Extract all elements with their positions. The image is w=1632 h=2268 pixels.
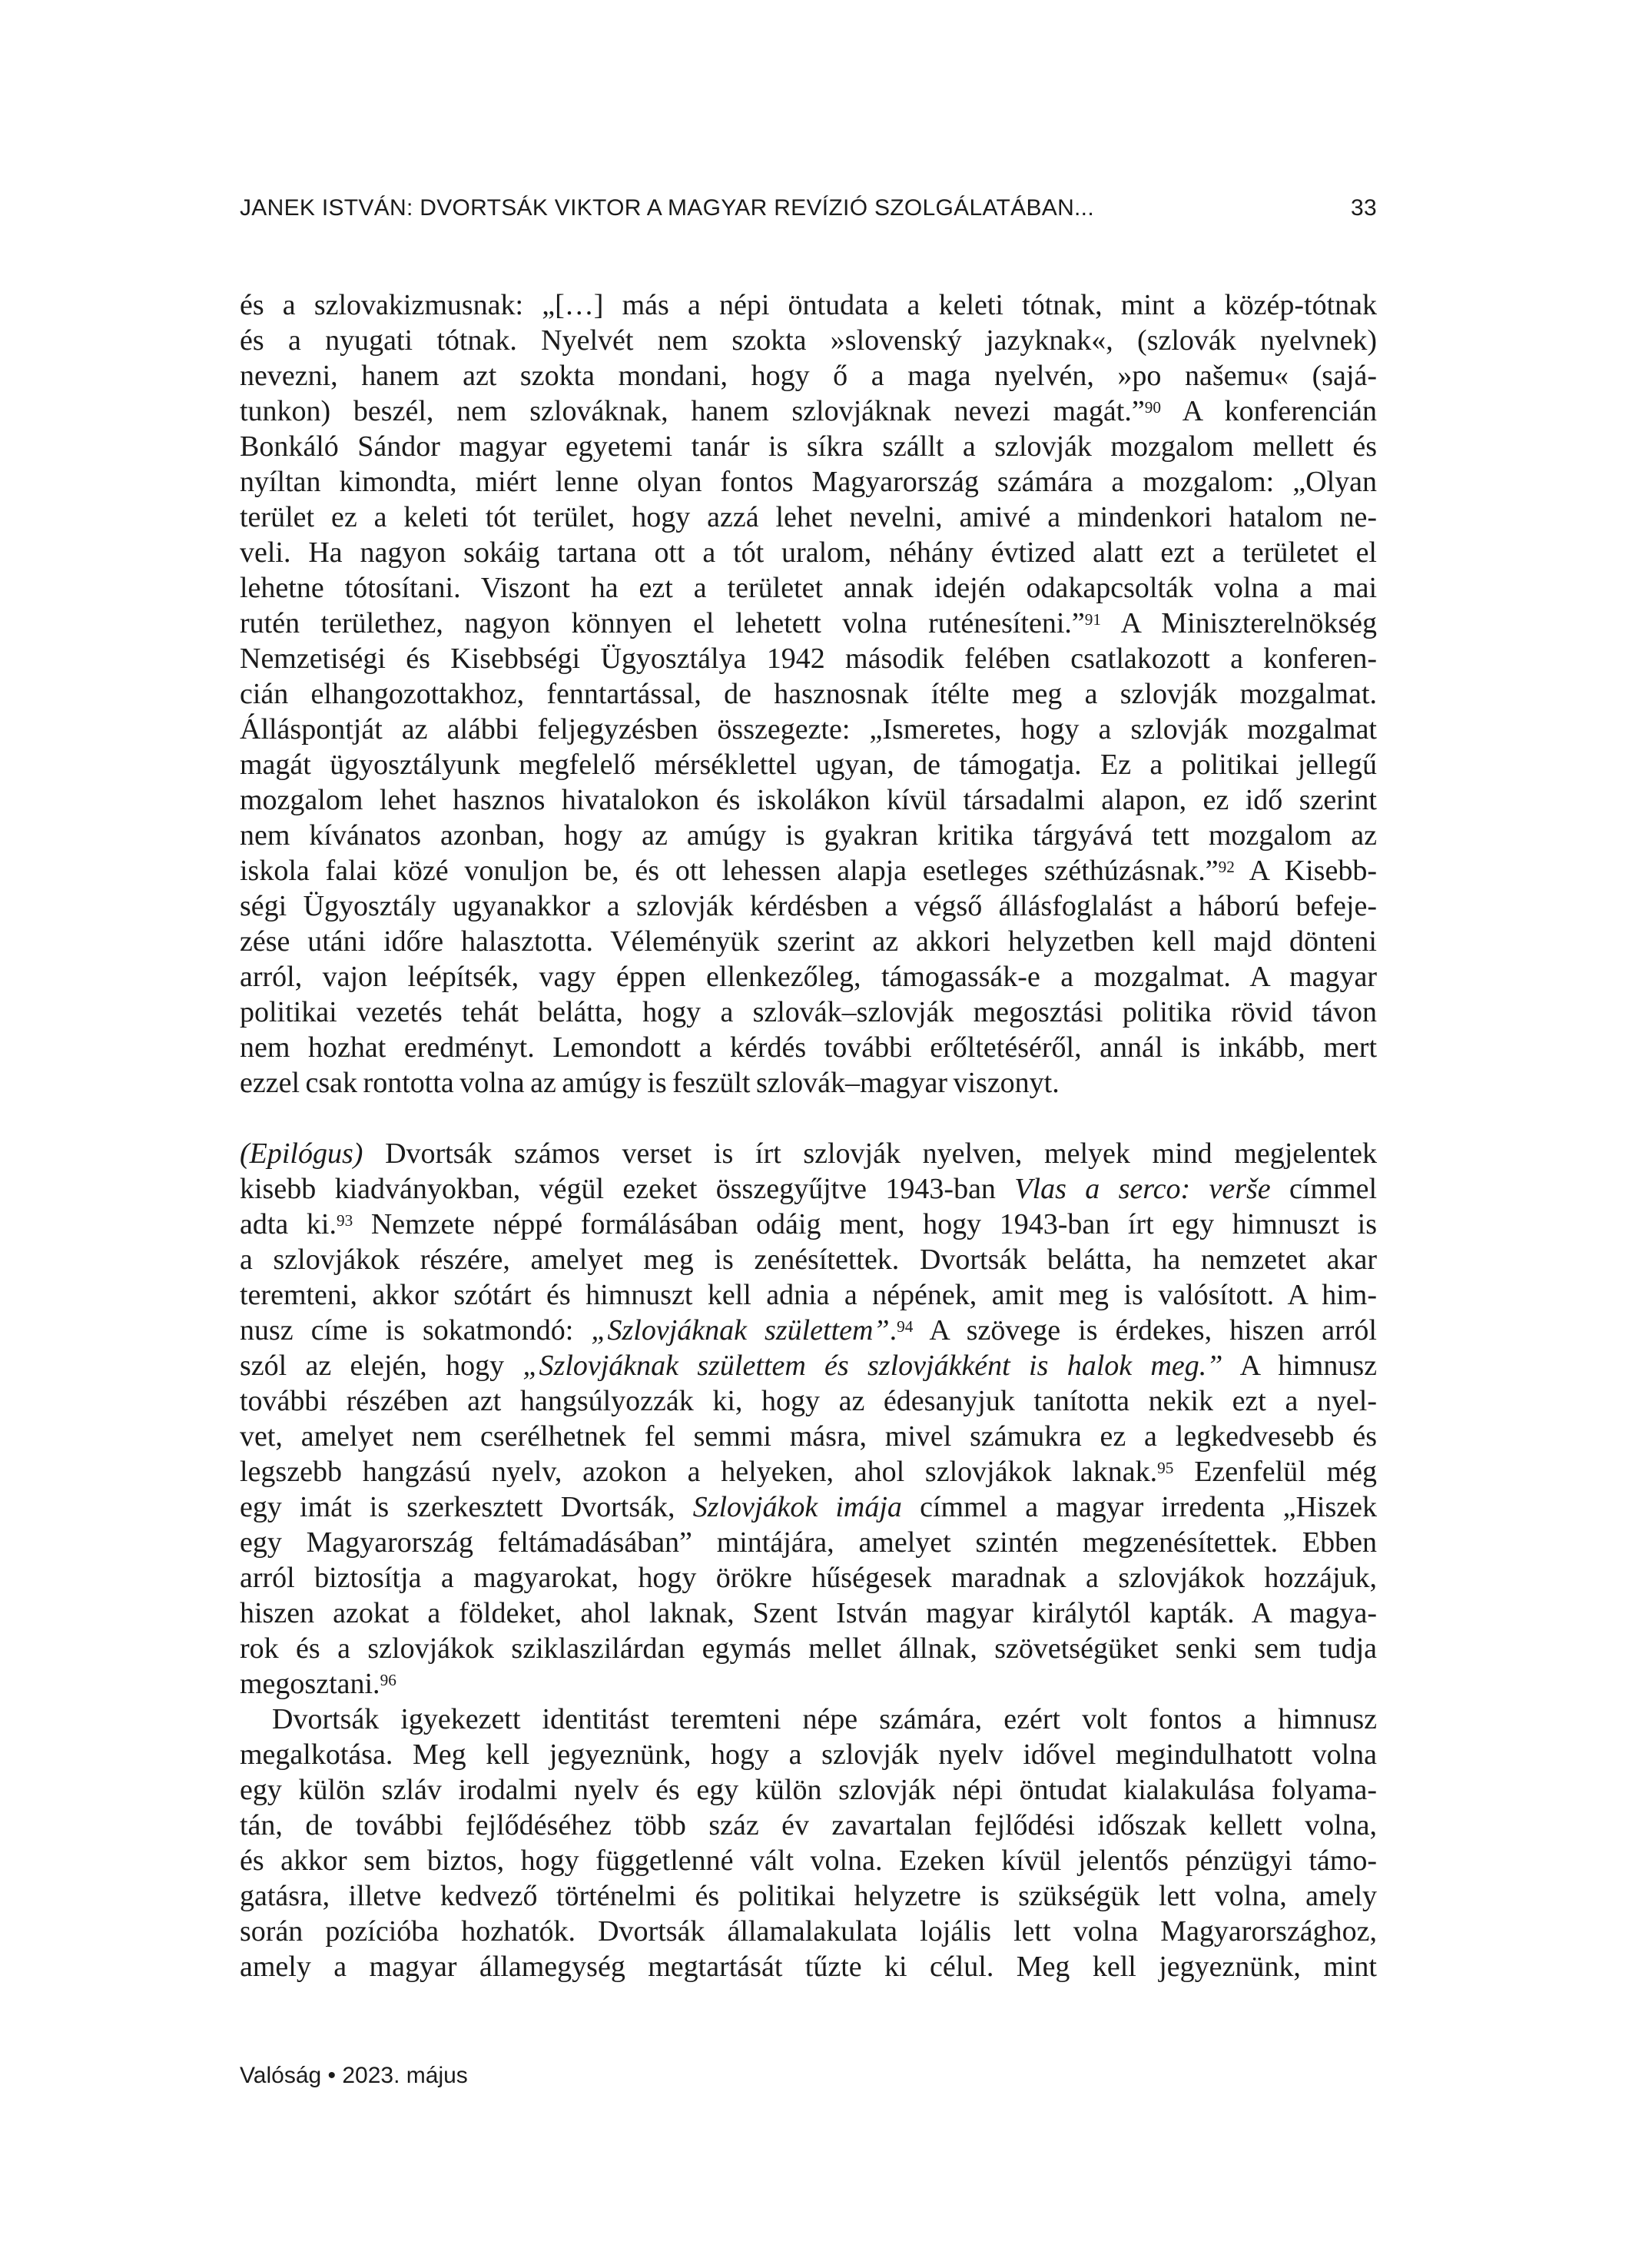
text-segment: ségi Ügyosztály ugyanakkor a szlovják kérdésben a végső állásfoglalást a háború befeje- bbox=[240, 890, 1377, 922]
text-segment: . bbox=[889, 1314, 897, 1347]
text-line bbox=[240, 1489, 1377, 1525]
text-line bbox=[240, 1631, 1377, 1666]
footer-text: Valóság • 2023. május bbox=[240, 2063, 468, 2088]
text-line bbox=[240, 1702, 1377, 1737]
text-line bbox=[240, 1313, 1377, 1348]
text-line bbox=[240, 1277, 1377, 1313]
text-segment: Álláspontját az alábbi feljegyzésben összegezte: „Ismeretes, hogy a szlovják mozgalmat bbox=[240, 713, 1377, 745]
text-segment: tán, de további fejlődéséhez több száz év zavartalan fejlődési időszak kellett volna, bbox=[240, 1809, 1377, 1841]
text-line bbox=[240, 1242, 1377, 1277]
text-segment: nem hozhat eredményt. Lemondott a kérdés további erőltetéséről, annál is inkább, mert bbox=[240, 1031, 1377, 1064]
text-line bbox=[240, 712, 1377, 747]
text-line bbox=[240, 464, 1377, 500]
footnote-ref: 91 bbox=[1084, 609, 1102, 629]
footnote-ref: 96 bbox=[380, 1670, 396, 1689]
text-line bbox=[240, 287, 1377, 323]
text-segment: „Szlovjáknak születtem és szlovjákként is halok meg.” bbox=[522, 1350, 1223, 1382]
text-segment: legszebb hangzású nyelv, azokon a helyeken, ahol szlovjákok laknak. bbox=[240, 1456, 1158, 1488]
text-line bbox=[240, 1949, 1377, 1984]
text-segment: arról biztosítja a magyarokat, hogy örökre hűségesek maradnak a szlovjákok hozzájuk, bbox=[240, 1562, 1377, 1594]
text-segment: iskola falai közé vonuljon be, és ott lehessen alapja esetleges széthúzásnak.” bbox=[240, 855, 1219, 887]
text-line bbox=[240, 1383, 1377, 1419]
text-line bbox=[240, 1560, 1377, 1596]
text-line bbox=[240, 818, 1377, 853]
text-line bbox=[240, 888, 1377, 924]
text-line bbox=[240, 1419, 1377, 1454]
text-line bbox=[240, 995, 1377, 1030]
text-line bbox=[240, 535, 1377, 570]
footnote-ref: 92 bbox=[1218, 857, 1235, 876]
text-segment: A konferencián bbox=[1160, 395, 1377, 427]
footer bbox=[240, 2063, 468, 2089]
text-segment: Bonkáló Sándor magyar egyetemi tanár is síkra szállt a szlovják mozgalom mellett és bbox=[240, 430, 1377, 463]
text-segment: és a nyugati tótnak. Nyelvét nem szokta »slovenský jazyknak«, (szlovák nyelvnek) bbox=[240, 324, 1377, 357]
text-segment: nusz címe is sokatmondó: bbox=[240, 1314, 592, 1347]
text-segment: rok és a szlovjákok sziklaszilárdan egymás mellet állnak, szövetségüket senki sem tudja bbox=[240, 1632, 1377, 1665]
text-segment: és akkor sem biztos, hogy függetlenné vált volna. Ezeken kívül jelentős pénzügyi támo- bbox=[240, 1845, 1377, 1877]
text-line bbox=[240, 676, 1377, 712]
text-segment: A Miniszterelnökség bbox=[1101, 607, 1377, 639]
text-segment: A Kisebb- bbox=[1234, 855, 1377, 887]
text-line bbox=[240, 570, 1377, 606]
paragraph bbox=[240, 1136, 1377, 1702]
text-line bbox=[240, 1843, 1377, 1878]
text-line bbox=[240, 853, 1377, 888]
text-segment: Ezenfelül még bbox=[1173, 1456, 1377, 1488]
text-segment: egy imát is szerkesztett Dvortsák, bbox=[240, 1491, 693, 1523]
text-segment: további részében azt hangsúlyozzák ki, hogy az édesanyjuk tanította nekik ezt a nyel- bbox=[240, 1385, 1377, 1417]
text-segment: ezzel csak rontotta volna az amúgy is feszült szlovák–magyar viszonyt. bbox=[240, 1067, 1060, 1099]
text-segment: (Epilógus) bbox=[240, 1137, 363, 1170]
body-text bbox=[240, 287, 1377, 1984]
text-line bbox=[240, 1772, 1377, 1808]
text-segment: nem kívánatos azonban, hogy az amúgy is gyakran kritika tárgyává tett mozgalom az bbox=[240, 819, 1377, 852]
text-segment: A himnusz bbox=[1222, 1350, 1377, 1382]
text-segment: egy Magyarország feltámadásában” mintájára, amelyet szintén megzenésítettek. Ebben bbox=[240, 1526, 1377, 1559]
text-line bbox=[240, 500, 1377, 535]
text-segment: hiszen azokat a földeket, ahol laknak, Szent István magyar királytól kapták. A magya- bbox=[240, 1597, 1377, 1629]
text-segment: szól az elején, hogy bbox=[240, 1350, 523, 1382]
text-line bbox=[240, 1666, 1377, 1702]
text-line bbox=[240, 1808, 1377, 1843]
paragraph bbox=[240, 1702, 1377, 1984]
text-line bbox=[240, 1171, 1377, 1207]
text-segment: rutén területhez, nagyon könnyen el lehetett volna ruténesíteni.” bbox=[240, 607, 1085, 639]
text-segment: zése utáni időre halasztotta. Véleményük szerint az akkori helyzetben kell majd dönteni bbox=[240, 925, 1377, 958]
text-line bbox=[240, 1525, 1377, 1560]
text-segment: nevezni, hanem azt szokta mondani, hogy ő a maga nyelvén, »po našemu« (sajá- bbox=[240, 360, 1377, 392]
text-segment: Vlas a serco: verše bbox=[1014, 1173, 1271, 1205]
text-segment: megosztani. bbox=[240, 1668, 380, 1700]
text-line bbox=[240, 393, 1377, 429]
text-segment: kisebb kiadványokban, végül ezeket összegyűjtve 1943-ban bbox=[240, 1173, 1015, 1205]
text-segment: során pozícióba hozhatók. Dvortsák államalakulata lojális lett volna Magyarországhoz, bbox=[240, 1915, 1377, 1948]
text-segment: egy külön szláv irodalmi nyelv és egy külön szlovják népi öntudat kialakulása folyama- bbox=[240, 1774, 1377, 1806]
text-segment: Nemzete néppé formálásában odáig ment, hogy 1943-ban írt egy himnuszt is bbox=[353, 1208, 1377, 1240]
page-number: 33 bbox=[1351, 195, 1377, 221]
text-line bbox=[240, 429, 1377, 464]
text-segment: tunkon) beszél, nem szlováknak, hanem szlovjáknak nevezi magát.” bbox=[240, 395, 1145, 427]
footnote-ref: 93 bbox=[336, 1210, 353, 1230]
text-line bbox=[240, 1596, 1377, 1631]
header-title: JANEK ISTVÁN: DVORTSÁK VIKTOR A MAGYAR REVÍZIÓ SZOLGÁLATÁBAN... bbox=[240, 195, 1094, 221]
text-segment: Dvortsák igyekezett identitást teremteni népe számára, ezért volt fontos a himnusz bbox=[272, 1703, 1377, 1735]
text-line bbox=[240, 1878, 1377, 1914]
text-segment: adta ki. bbox=[240, 1208, 337, 1240]
text-segment: „Szlovjáknak születtem” bbox=[591, 1314, 890, 1347]
text-line bbox=[240, 1914, 1377, 1949]
text-line bbox=[240, 1030, 1377, 1065]
text-segment: amely a magyar államegység megtartását tűzte ki célul. Meg kell jegyeznünk, mint bbox=[240, 1951, 1377, 1983]
text-segment: politikai vezetés tehát belátta, hogy a szlovák–szlovják megosztási politika rövid távon bbox=[240, 996, 1377, 1028]
text-segment: címmel a magyar irredenta „Hiszek bbox=[901, 1491, 1378, 1523]
text-line bbox=[240, 358, 1377, 393]
text-line bbox=[240, 1454, 1377, 1489]
text-segment: a szlovjákok részére, amelyet meg is zenésítettek. Dvortsák belátta, ha nemzetet akar bbox=[240, 1244, 1377, 1276]
text-segment: Nemzetiségi és Kisebbségi Ügyosztálya 1942 második felében csatlakozott a konferen- bbox=[240, 643, 1377, 675]
text-line bbox=[240, 1136, 1377, 1171]
footnote-ref: 95 bbox=[1157, 1458, 1174, 1477]
text-line bbox=[240, 924, 1377, 959]
text-line bbox=[240, 1348, 1377, 1383]
text-segment: Szlovjákok imája bbox=[692, 1491, 902, 1523]
text-line bbox=[240, 747, 1377, 782]
text-segment: veli. Ha nagyon sokáig tartana ott a tót uralom, néhány évtized alatt ezt a területet el bbox=[240, 536, 1377, 569]
text-line bbox=[240, 641, 1377, 676]
footnote-ref: 94 bbox=[897, 1317, 914, 1336]
text-segment: cián elhangozottakhoz, fenntartással, de hasznosnak ítélte meg a szlovják mozgalmat. bbox=[240, 678, 1377, 710]
text-segment: címmel bbox=[1270, 1173, 1377, 1205]
text-segment: A szövege is érdekes, hiszen arról bbox=[913, 1314, 1377, 1347]
text-line bbox=[240, 959, 1377, 995]
text-segment: vet, amelyet nem cserélhetnek fel semmi másra, mivel számukra ez a legkedvesebb és bbox=[240, 1420, 1377, 1453]
text-segment: megalkotása. Meg kell jegyeznünk, hogy a szlovják nyelv idővel megindulhatott volna bbox=[240, 1738, 1377, 1771]
text-segment: terület ez a keleti tót terület, hogy azzá lehet nevelni, amivé a mindenkori hatalom ne- bbox=[240, 501, 1377, 533]
text-segment: arról, vajon leépítsék, vagy éppen ellenkezőleg, támogassák-e a mozgalmat. A magyar bbox=[240, 961, 1377, 993]
text-segment: nyíltan kimondta, miért lenne olyan fontos Magyarország számára a mozgalom: „Olyan bbox=[240, 466, 1377, 498]
text-line bbox=[240, 1207, 1377, 1242]
text-line bbox=[240, 606, 1377, 641]
text-segment: teremteni, akkor szótárt és himnuszt kell adnia a népének, amit meg is valósított. A him- bbox=[240, 1279, 1377, 1311]
text-line bbox=[240, 782, 1377, 818]
running-header bbox=[240, 195, 1377, 221]
text-line bbox=[240, 323, 1377, 358]
text-segment: mozgalom lehet hasznos hivatalokon és iskolákon kívül társadalmi alapon, ez idő szerint bbox=[240, 784, 1377, 816]
text-line bbox=[240, 1065, 1377, 1101]
text-segment: Dvortsák számos verset is írt szlovják nyelven, melyek mind megjelentek bbox=[363, 1137, 1377, 1170]
text-line bbox=[240, 1737, 1377, 1772]
text-segment: magát ügyosztályunk megfelelő mérséklettel ugyan, de támogatja. Ez a politikai jellegű bbox=[240, 749, 1377, 781]
text-segment: gatásra, illetve kedvező történelmi és politikai helyzetre is szükségük lett volna, amely bbox=[240, 1880, 1377, 1912]
text-segment: és a szlovakizmusnak: „[…] más a népi öntudata a keleti tótnak, mint a közép-tótnak bbox=[240, 289, 1377, 321]
paragraph bbox=[240, 287, 1377, 1101]
footnote-ref: 90 bbox=[1144, 397, 1161, 417]
text-segment: lehetne tótosítani. Viszont ha ezt a területet annak idején odakapcsolták volna a mai bbox=[240, 572, 1377, 604]
